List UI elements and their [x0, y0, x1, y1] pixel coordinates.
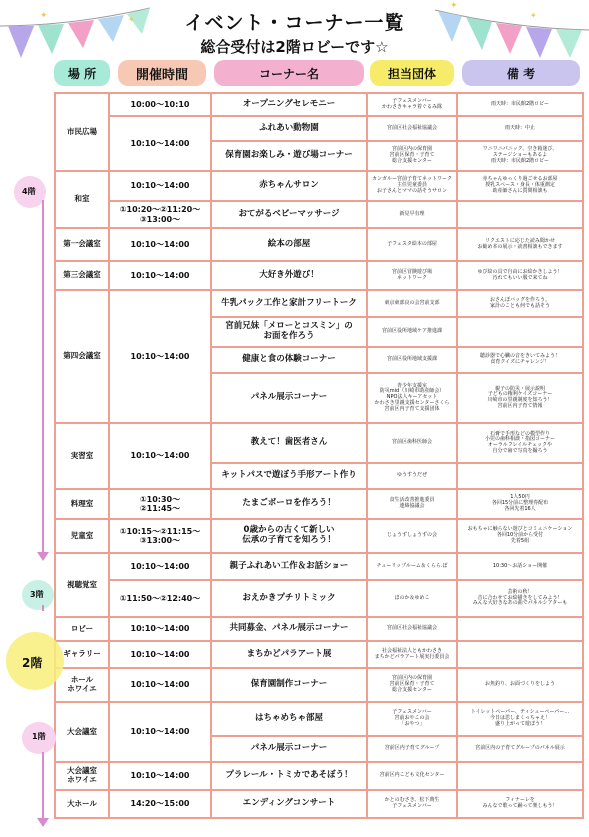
org-cell: 宮前区社会福祉協議会	[367, 617, 457, 641]
org-cell: 宮前区内の保育園 宮前区保育・子育て 総合支援センター	[367, 668, 457, 702]
org-cell: 子フェスメンバー かわさきキャラ着ぐるみ隊	[367, 93, 457, 116]
table-row	[55, 519, 583, 553]
table-row	[55, 489, 583, 519]
corner-cell: 親子ふれあい工作＆お話ショー	[211, 553, 367, 580]
time-cell: 10:10〜14:00	[109, 702, 211, 762]
corner-cell: 0歳からの古くて新しい 伝承の子育てを知ろう！	[211, 519, 367, 553]
time-cell: 10:10〜14:00	[109, 423, 211, 489]
corner-cell: 健康と食の体験コーナー	[211, 347, 367, 373]
corner-cell: エンディングコンサート	[211, 790, 367, 818]
org-cell: 食生活改善推進委員 連絡協議会	[367, 489, 457, 519]
table-row	[55, 171, 583, 201]
table-row	[55, 641, 583, 668]
time-cell: 14:20〜15:00	[109, 790, 211, 818]
table-row	[55, 201, 583, 228]
note-cell: 親子の防災・展示説明 子どもの権利ケイズコーナー 川崎市の里親制度を知ろう！ 宮前区内子育て情報	[457, 373, 583, 423]
table-row	[55, 116, 583, 141]
page-subtitle: 総合受付は2階ロビーです☆	[200, 38, 389, 56]
time-cell: ①10:15〜②11:15〜 ③13:00〜	[109, 519, 211, 553]
corner-cell: オープニングセレモニー	[211, 93, 367, 116]
floor-1-arrow	[37, 818, 49, 827]
location-cell: 市民広場	[55, 93, 109, 171]
time-cell: 10:10〜14:00	[109, 116, 211, 171]
org-cell: ゆうすうだぜ	[367, 463, 457, 489]
location-cell: 大会議室 ホワイエ	[55, 762, 109, 790]
note-cell: 芸術の秋！ 音に合わせてお絵描きをしてみよう！ みんな大好きなあの曲でパネルシアターも	[457, 580, 583, 617]
header-location: 場 所	[54, 60, 110, 86]
table-row	[55, 423, 583, 463]
floor-2-label: 2階	[22, 656, 43, 670]
header-time: 開催時間	[118, 60, 206, 86]
org-cell: 宮前区役所地域支援課	[367, 347, 457, 373]
time-cell: ①10:30〜 ②11:45〜	[109, 489, 211, 519]
svg-text:✦: ✦	[128, 15, 135, 24]
org-cell: チューリップルーム＆くらら.ぽ	[367, 553, 457, 580]
note-cell	[457, 641, 583, 668]
corner-cell: おてがるベビーマッサージ	[211, 201, 367, 228]
floor-4-arrow	[37, 552, 49, 561]
note-cell: 10:30〜お話ショー開催	[457, 553, 583, 580]
time-cell: 10:10〜14:00	[109, 762, 211, 790]
org-cell: 宮前区内子育てグループ	[367, 736, 457, 762]
corner-cell: 大好き外遊び！	[211, 261, 367, 290]
time-cell: ①10:20〜②11:20〜 ③13:00〜	[109, 201, 211, 228]
corner-cell: ふれあい動物園	[211, 116, 367, 141]
corner-cell: はちゃめちゃ部屋	[211, 702, 367, 736]
table-row	[55, 290, 583, 317]
svg-text:✦: ✦	[40, 11, 48, 21]
time-cell: 10:10〜14:00	[109, 617, 211, 641]
note-cell: 聴診器で心臓の音をきいてみよう！ 食育クイズにチャレンジ！	[457, 347, 583, 373]
note-cell: おさんぽバッグを作ろう。 家計のことも何でも話そう	[457, 290, 583, 317]
table-row	[55, 702, 583, 736]
location-cell: 第四会議室	[55, 290, 109, 423]
corner-cell: 赤ちゃんサロン	[211, 171, 367, 201]
note-cell: 雨天時：中止	[457, 116, 583, 141]
org-cell: 宮前区冒険遊び場 ネットワーク	[367, 261, 457, 290]
note-cell: フィナーレを みんなで歌って踊って楽しもう！	[457, 790, 583, 818]
table-row	[55, 762, 583, 790]
note-cell	[457, 317, 583, 347]
table-row	[55, 228, 583, 261]
org-cell: じょうずしょうずの会	[367, 519, 457, 553]
note-cell: 1人50円 各回15分前に整理券配布 各回先着16人	[457, 489, 583, 519]
location-cell: ホール ホワイエ	[55, 668, 109, 702]
note-cell: 石膏で手形などの模型作り 小児の歯科相談・指図コーナー オーラルフレイルチェックや 自分で歯で写真を撮ろう	[457, 423, 583, 463]
note-cell: おもちゃに触らない遊びとコミュニケーション 各回10分前から受付 先着5組	[457, 519, 583, 553]
corner-cell: パネル展示コーナー	[211, 373, 367, 423]
table-row	[55, 93, 583, 116]
corner-cell: キットパスで遊ぼう手形アート作り	[211, 463, 367, 489]
floor-1-line	[42, 752, 44, 818]
note-cell: リクエストに応じた読み聞かせ お勧め本の展示・読書相談もできます	[457, 228, 583, 261]
org-cell: 東京東部良の会宮前支部	[367, 290, 457, 317]
location-cell: 視聴覚室	[55, 553, 109, 617]
time-cell: 10:10〜14:00	[109, 668, 211, 702]
header-org: 担当団体	[370, 60, 454, 86]
note-cell	[457, 463, 583, 489]
note-cell: トイレットペーパー、ティシューペーパー… 今日は思しまくっちゃえ！ 盛り上がって遊ぼう！	[457, 702, 583, 736]
floor-3-line	[42, 605, 44, 611]
time-cell: 10:10〜14:00	[109, 261, 211, 290]
org-cell: 新見早有理	[367, 201, 457, 228]
floor-4-label: 4階	[22, 187, 36, 196]
time-cell: 10:10〜14:00	[109, 290, 211, 423]
org-cell: 宮前区役所地域ケア推進課	[367, 317, 457, 347]
location-cell: 第三会議室	[55, 261, 109, 290]
corner-cell: プラレール・トミカであそぼう！	[211, 762, 367, 790]
location-cell: 大ホール	[55, 790, 109, 818]
table-row	[55, 553, 583, 580]
org-cell: 宮前区内の保育園 宮前区保育・子育て 総合支援センター	[367, 141, 457, 171]
floor-1-label: 1階	[32, 732, 46, 741]
corner-cell: たまごボーロを作ろう！	[211, 489, 367, 519]
note-cell	[457, 762, 583, 790]
time-cell: 10:10〜14:00	[109, 553, 211, 580]
svg-text:✦: ✦	[450, 1, 458, 11]
note-cell: お魚釣り、お面づくりをしよう	[457, 668, 583, 702]
table-row	[55, 790, 583, 818]
note-cell	[457, 201, 583, 228]
location-cell: 大会議室	[55, 702, 109, 762]
location-cell: ロビー	[55, 617, 109, 641]
note-cell: ワニワニパニック、空き箱迷び、 ステージショーもあるよ 雨天時：市民館2階ロビー	[457, 141, 583, 171]
org-cell: 子フェスタ絵本の部屋	[367, 228, 457, 261]
org-cell: 社会福祉法人ともかわさき まちかどパラアート展実行委員会	[367, 641, 457, 668]
table-row	[55, 668, 583, 702]
note-cell: 雨天時：市民館2階ロビー	[457, 93, 583, 116]
table-row	[55, 580, 583, 617]
corner-cell: おえかきプチリトミック	[211, 580, 367, 617]
note-cell: 宮前区内の子育てグループのパネル展示	[457, 736, 583, 762]
location-cell: 料理室	[55, 489, 109, 519]
time-cell: ①11:50〜②12:40〜	[109, 580, 211, 617]
time-cell: 10:10〜14:00	[109, 228, 211, 261]
note-cell	[457, 617, 583, 641]
table-row	[55, 617, 583, 641]
header-note: 備 考	[462, 60, 580, 86]
org-cell: 青少年支援室 防災mid（川崎市助産師会） NPO法人キーアセット かわさき里親支援センターさくら 宮前区内子育て支援団体	[367, 373, 457, 423]
time-cell: 10:10〜14:00	[109, 641, 211, 668]
location-cell: 児童室	[55, 519, 109, 553]
corner-cell: 共同募金、パネル展示コーナー	[211, 617, 367, 641]
org-cell: ほのか＆ゆめこ	[367, 580, 457, 617]
svg-text:✦: ✦	[530, 11, 537, 20]
org-cell: 宮前区歯科医師会	[367, 423, 457, 463]
location-cell: 実習室	[55, 423, 109, 489]
org-cell: 宮前区内こども文化センター	[367, 762, 457, 790]
note-cell: ゆび絵の具で自由にお絵かきしよう！ 汚れてもいい服で来てね	[457, 261, 583, 290]
corner-cell: まちかどパラアート展	[211, 641, 367, 668]
corner-cell: 保育園お楽しみ・遊び場コーナー	[211, 141, 367, 171]
corner-cell: 牛乳パック工作と家計フリートーク	[211, 290, 367, 317]
org-cell: かとのむさき、松下典生 子フェスメンバー	[367, 790, 457, 818]
corner-cell: 絵本の部屋	[211, 228, 367, 261]
org-cell: カンガルー宮前子育てネットワーク 主任児童委員 お子さんとママの話そうサロン	[367, 171, 457, 201]
corner-cell: 宮前兄妹「メローとコスミン」の お面を作ろう	[211, 317, 367, 347]
corner-cell: 教えて！歯医者さん	[211, 423, 367, 463]
schedule-table	[54, 92, 584, 819]
page-title: イベント・コーナー一覧	[184, 12, 405, 34]
location-cell: 第一会議室	[55, 228, 109, 261]
time-cell: 10:00〜10:10	[109, 93, 211, 116]
corner-cell: パネル展示コーナー	[211, 736, 367, 762]
corner-cell: 保育園制作コーナー	[211, 668, 367, 702]
time-cell: 10:10〜14:00	[109, 171, 211, 201]
org-cell: 子フェスメンバー 宮前おやこの会 「おやつ」	[367, 702, 457, 736]
location-cell: 和室	[55, 171, 109, 228]
table-row	[55, 261, 583, 290]
org-cell: 宮前区社会福祉協議会	[367, 116, 457, 141]
location-cell: ギャラリー	[55, 641, 109, 668]
header-corner: コーナー名	[214, 60, 364, 86]
floor-4-line	[42, 200, 44, 552]
floor-3-label: 3階	[30, 590, 44, 599]
note-cell: 赤ちゃんゆっくり過ごせるお部屋 授乳スペース・身長・体重測定 助産師さんに質問相談も	[457, 171, 583, 201]
